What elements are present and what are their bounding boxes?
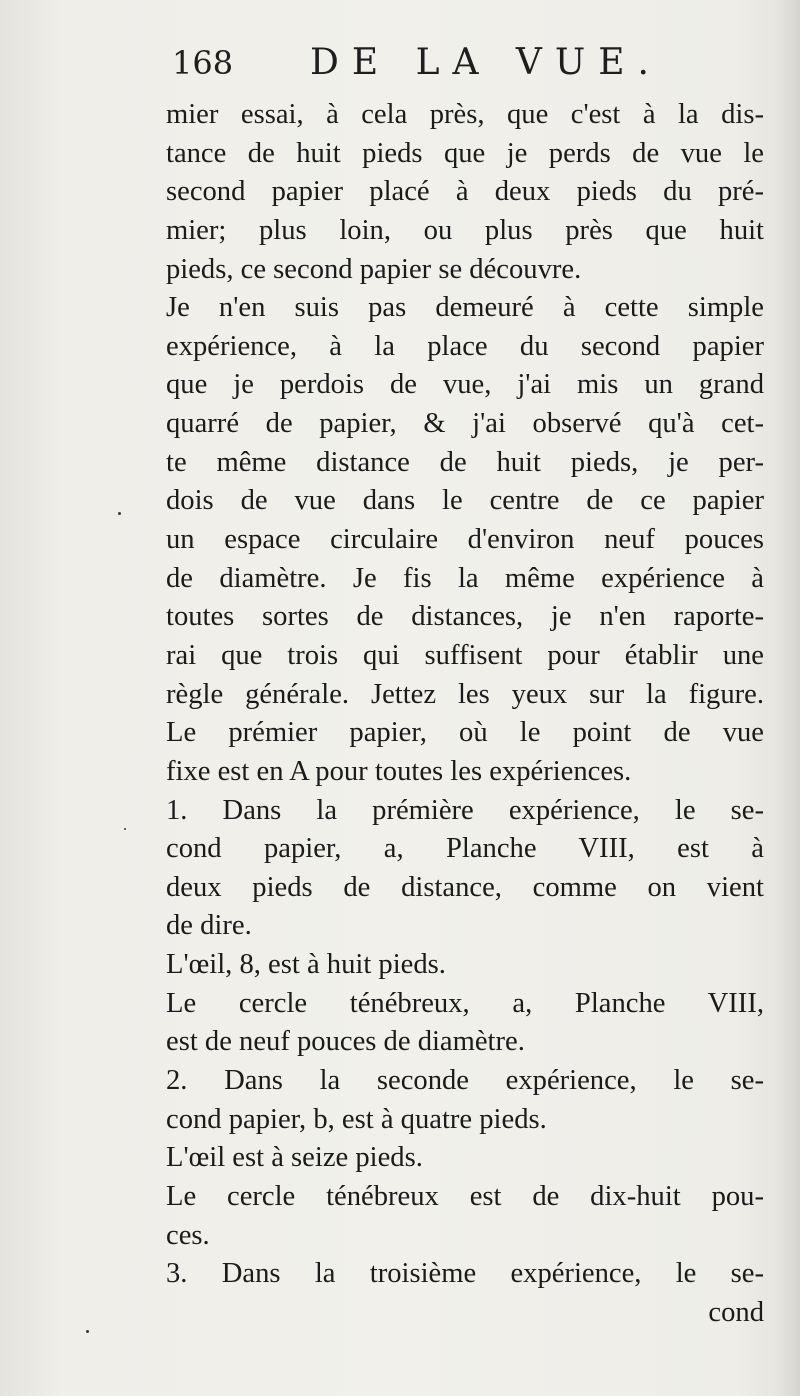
text-line: cond papier, a, Planche VIII, est à — [166, 833, 764, 865]
text-line: L'œil est à seize pieds. — [166, 1142, 423, 1174]
text-line: cond papier, b, est à quatre pieds. — [166, 1103, 547, 1135]
text-line: te même distance de huit pieds, je per- — [166, 446, 764, 478]
running-head: DE LA VUE. — [310, 42, 662, 83]
text-line: deux pieds de distance, comme on vient — [166, 871, 764, 903]
paper-speck — [118, 512, 121, 515]
text-line: de diamètre. Je fis la même expérience à — [166, 562, 764, 594]
text-line: un espace circulaire d'environ neuf pouces — [166, 524, 764, 556]
text-line: Le prémier papier, où le point de vue — [166, 717, 764, 749]
page-number: 168 — [172, 44, 234, 82]
text-line: que je perdois de vue, j'ai mis un grand — [166, 369, 764, 401]
text-line: mier essai, à cela près, que c'est à la dis- — [166, 99, 764, 130]
text-line: 3. Dans la troisième expérience, le se- — [166, 1258, 764, 1290]
text-line: ces. — [166, 1219, 210, 1251]
text-line: 1. Dans la prémière expérience, le se- — [166, 794, 764, 826]
text-line: 2. Dans la seconde expérience, le se- — [166, 1065, 764, 1097]
text-line: est de neuf pouces de diamètre. — [166, 1026, 525, 1058]
text-line: de dire. — [166, 910, 252, 942]
text-line: quarré de papier, & j'ai observé qu'à cet- — [166, 408, 764, 440]
text-line: règle générale. Jettez les yeux sur la figure. — [166, 678, 764, 710]
text-line: rai que trois qui suffisent pour établir une — [166, 639, 764, 671]
text-line: dois de vue dans le centre de ce papier — [166, 485, 764, 517]
text-line: fixe est en A pour toutes les expériences. — [166, 755, 632, 787]
paper-speck — [86, 1330, 89, 1333]
text-line: Le cercle ténébreux est de dix-huit pou- — [166, 1180, 764, 1212]
text-line: Le cercle ténébreux, a, Planche VIII, — [166, 987, 764, 1019]
text-line: cond — [708, 1296, 764, 1328]
text-line: L'œil, 8, est à huit pieds. — [166, 949, 446, 981]
body-text — [166, 96, 764, 1333]
text-line: pieds, ce second papier se découvre. — [166, 253, 582, 285]
text-line: tance de huit pieds que je perds de vue le — [166, 137, 764, 169]
paper-speck — [124, 828, 126, 830]
text-line: Je n'en suis pas demeuré à cette simple — [166, 292, 764, 324]
page-edge-shadow — [778, 0, 800, 1396]
text-line: mier; plus loin, ou plus près que huit — [166, 214, 764, 246]
text-line: second papier placé à deux pieds du pré- — [166, 176, 764, 208]
text-line: expérience, à la place du second papier — [166, 330, 764, 362]
page-header — [172, 38, 772, 88]
text-line: toutes sortes de distances, je n'en raporte- — [166, 601, 764, 633]
